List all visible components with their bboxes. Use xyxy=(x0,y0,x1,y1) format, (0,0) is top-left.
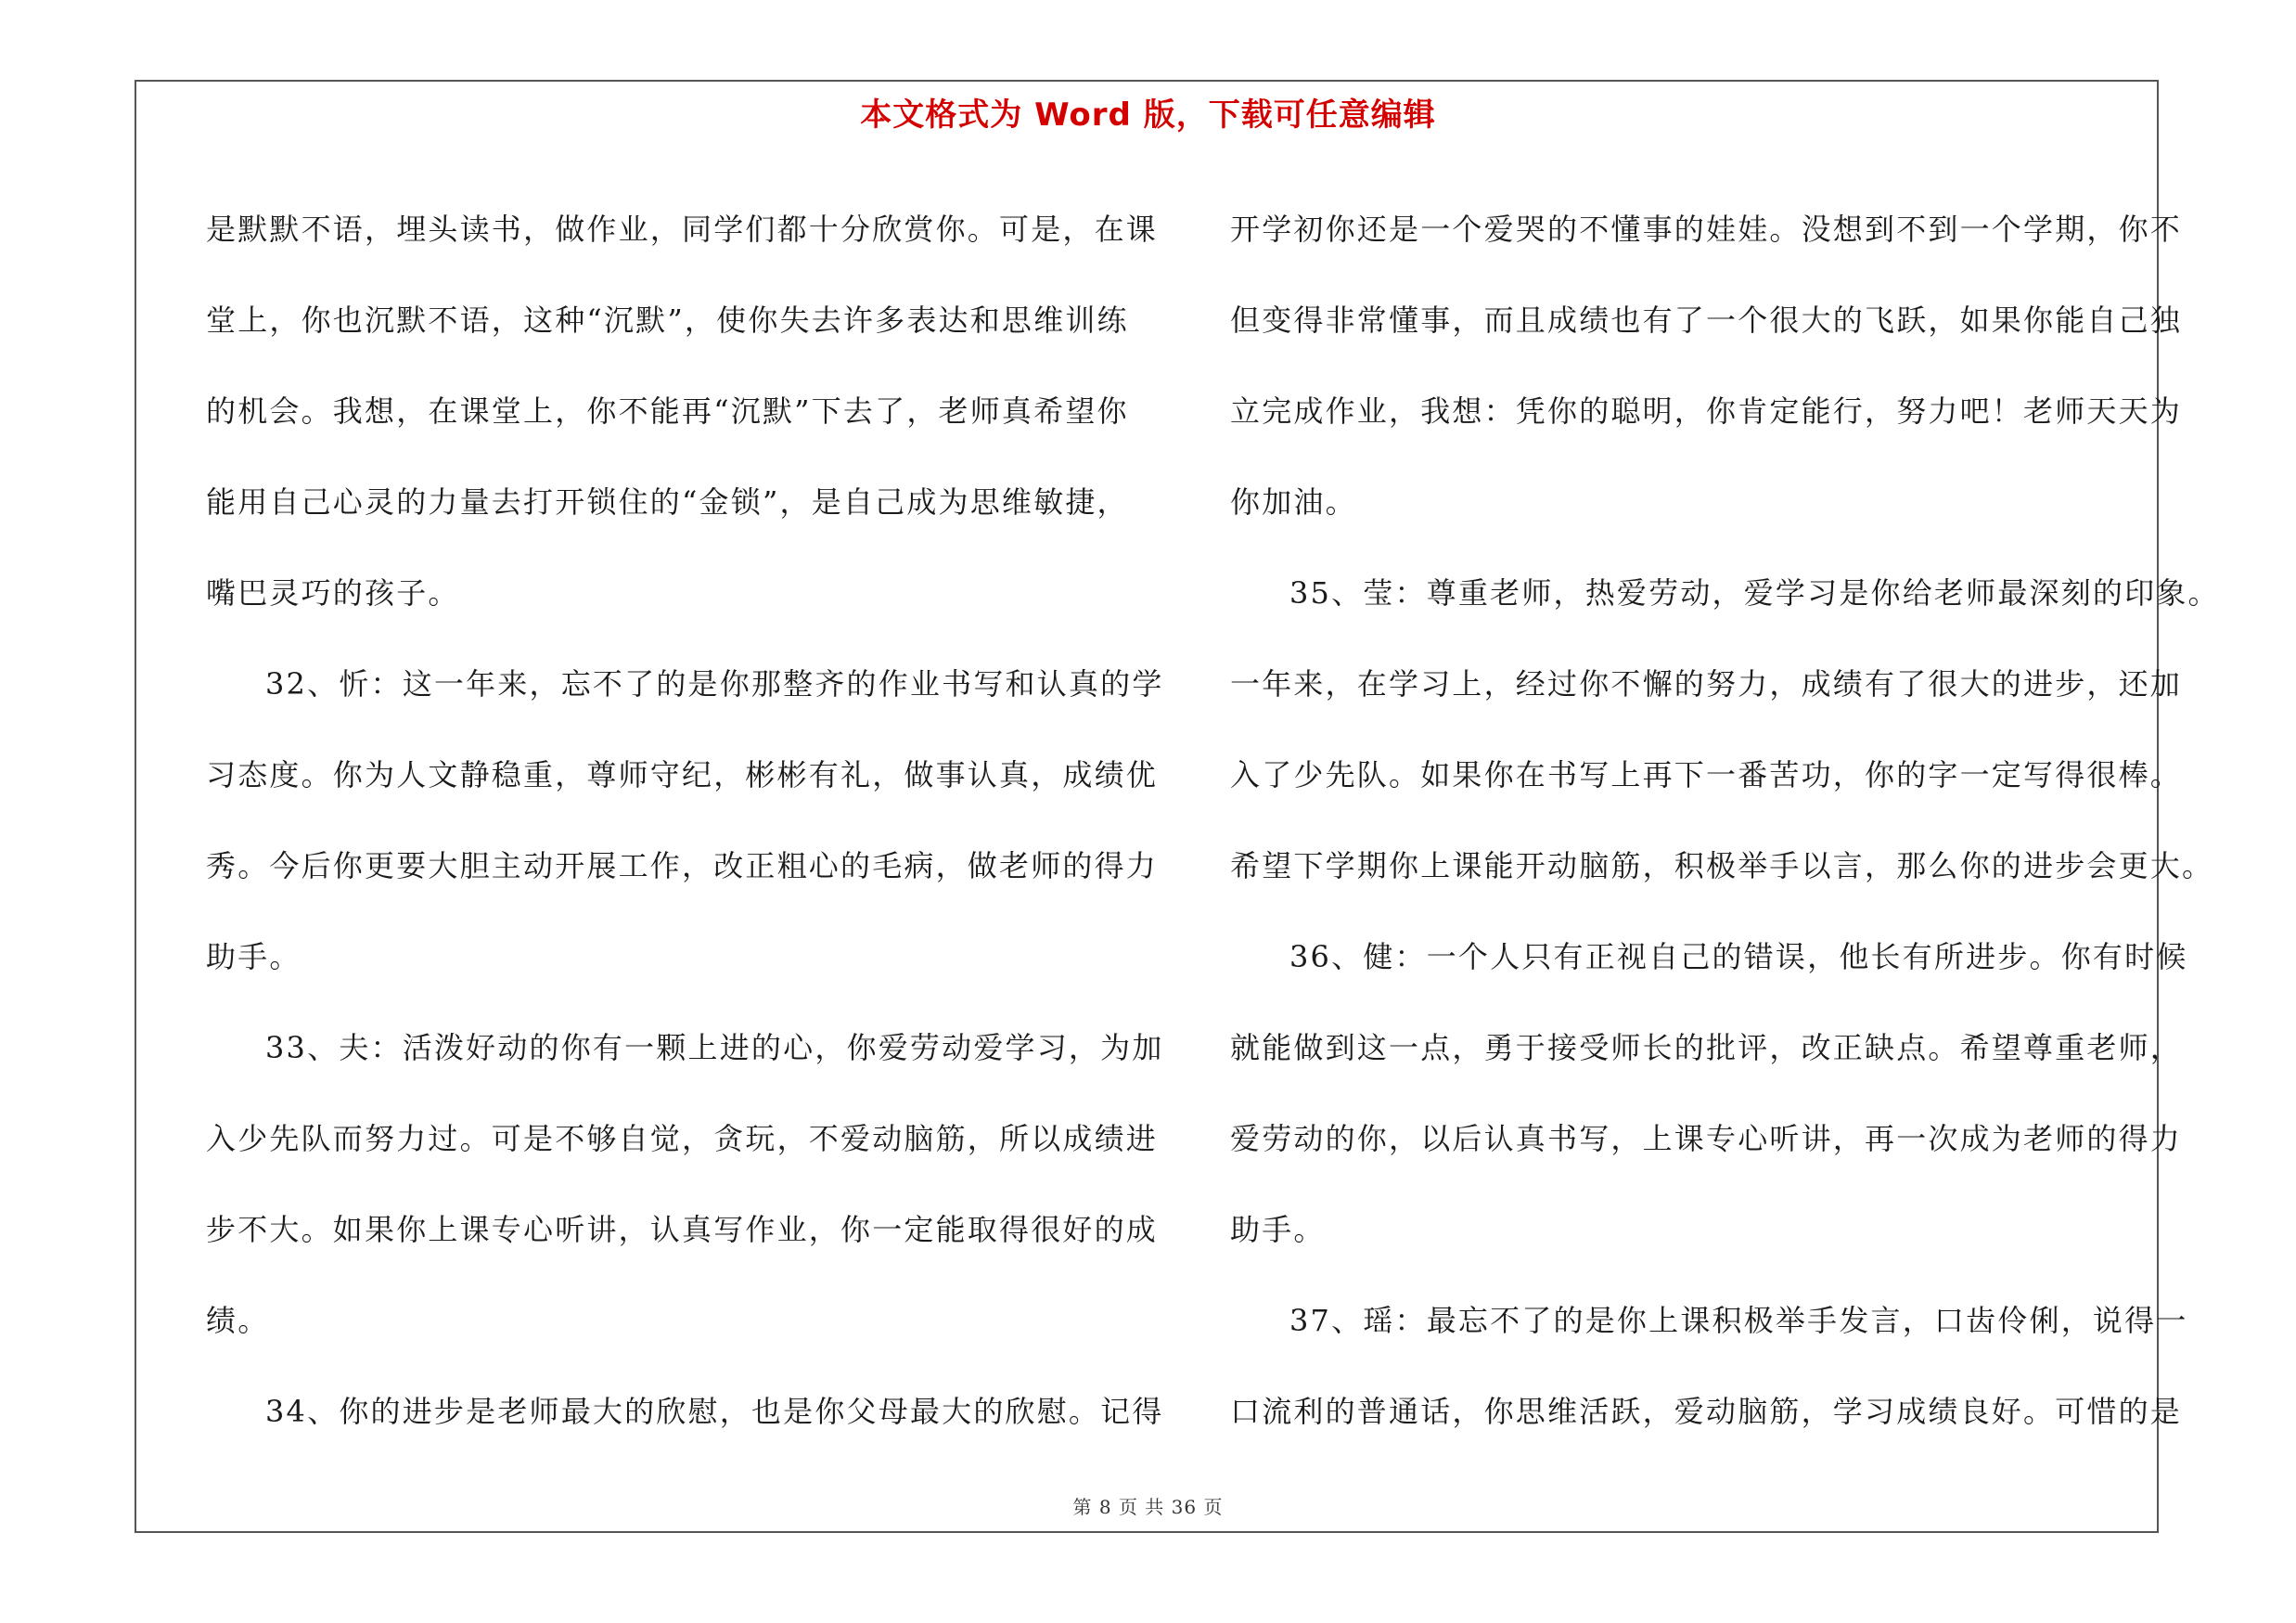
text-line: 37、瑶：最忘不了的是你上课积极举手发言，口齿伶俐，说得一 xyxy=(1289,1303,2188,1338)
text-line: 步不大。如果你上课专心听讲，认真写作业，你一定能取得很好的成 xyxy=(206,1212,1159,1247)
document-header-banner: 本文格式为 Word 版，下载可任意编辑 xyxy=(860,97,1436,134)
text-line: 是默默不语，埋头读书，做作业，同学们都十分欣赏你。可是，在课 xyxy=(206,212,1159,247)
text-line: 秀。今后你更要大胆主动开展工作，改正粗心的毛病，做老师的得力 xyxy=(206,848,1159,883)
text-line: 爱劳动的你，以后认真书写，上课专心听讲，再一次成为老师的得力 xyxy=(1230,1121,2183,1156)
text-line: 但变得非常懂事，而且成绩也有了一个很大的飞跃，如果你能自己独 xyxy=(1230,303,2183,338)
right-text-column xyxy=(1230,184,2220,1457)
text-line: 就能做到这一点，勇于接受师长的批评，改正缺点。希望尊重老师， xyxy=(1230,1030,2183,1065)
text-line: 堂上，你也沉默不语，这种“沉默”，使你失去许多表达和思维训练 xyxy=(206,303,1129,338)
text-line: 你加油。 xyxy=(1230,484,1357,520)
text-line: 能用自己心灵的力量去打开锁住的“金锁”，是自己成为思维敏捷， xyxy=(206,484,1129,520)
text-line: 33、夫：活泼好动的你有一颗上进的心，你爱劳动爱学习，为加 xyxy=(265,1030,1164,1065)
text-line: 立完成作业，我想：凭你的聪明，你肯定能行，努力吧！老师天天为 xyxy=(1230,393,2183,429)
text-line: 的机会。我想，在课堂上，你不能再“沉默”下去了，老师真希望你 xyxy=(206,393,1129,429)
page-number-footer: 第 8 页 共 36 页 xyxy=(1072,1496,1224,1518)
text-line: 入了少先队。如果你在书写上再下一番苦功，你的字一定写得很棒。 xyxy=(1230,757,2183,792)
text-line: 嘴巴灵巧的孩子。 xyxy=(206,575,460,611)
text-line: 助手。 xyxy=(206,939,301,974)
left-text-column xyxy=(206,184,1164,1457)
text-line: 入少先队而努力过。可是不够自觉，贪玩，不爱动脑筋，所以成绩进 xyxy=(206,1121,1159,1156)
text-line: 34、你的进步是老师最大的欣慰，也是你父母最大的欣慰。记得 xyxy=(265,1394,1164,1429)
text-line: 一年来，在学习上，经过你不懈的努力，成绩有了很大的进步，还加 xyxy=(1230,666,2183,702)
text-line: 绩。 xyxy=(206,1303,270,1338)
text-line: 希望下学期你上课能开动脑筋，积极举手以言，那么你的进步会更大。 xyxy=(1230,848,2214,883)
text-line: 习态度。你为人文静稳重，尊师守纪，彬彬有礼，做事认真，成绩优 xyxy=(206,757,1159,792)
text-line: 36、健：一个人只有正视自己的错误，他长有所进步。你有时候 xyxy=(1289,939,2188,974)
text-line: 口流利的普通话，你思维活跃，爱动脑筋，学习成绩良好。可惜的是 xyxy=(1230,1394,2183,1429)
text-line: 35、莹：尊重老师，热爱劳动，爱学习是你给老师最深刻的印象。 xyxy=(1289,575,2220,611)
text-line: 助手。 xyxy=(1230,1212,1326,1247)
text-line: 32、忻：这一年来，忘不了的是你那整齐的作业书写和认真的学 xyxy=(265,666,1164,702)
text-line: 开学初你还是一个爱哭的不懂事的娃娃。没想到不到一个学期，你不 xyxy=(1230,212,2183,247)
